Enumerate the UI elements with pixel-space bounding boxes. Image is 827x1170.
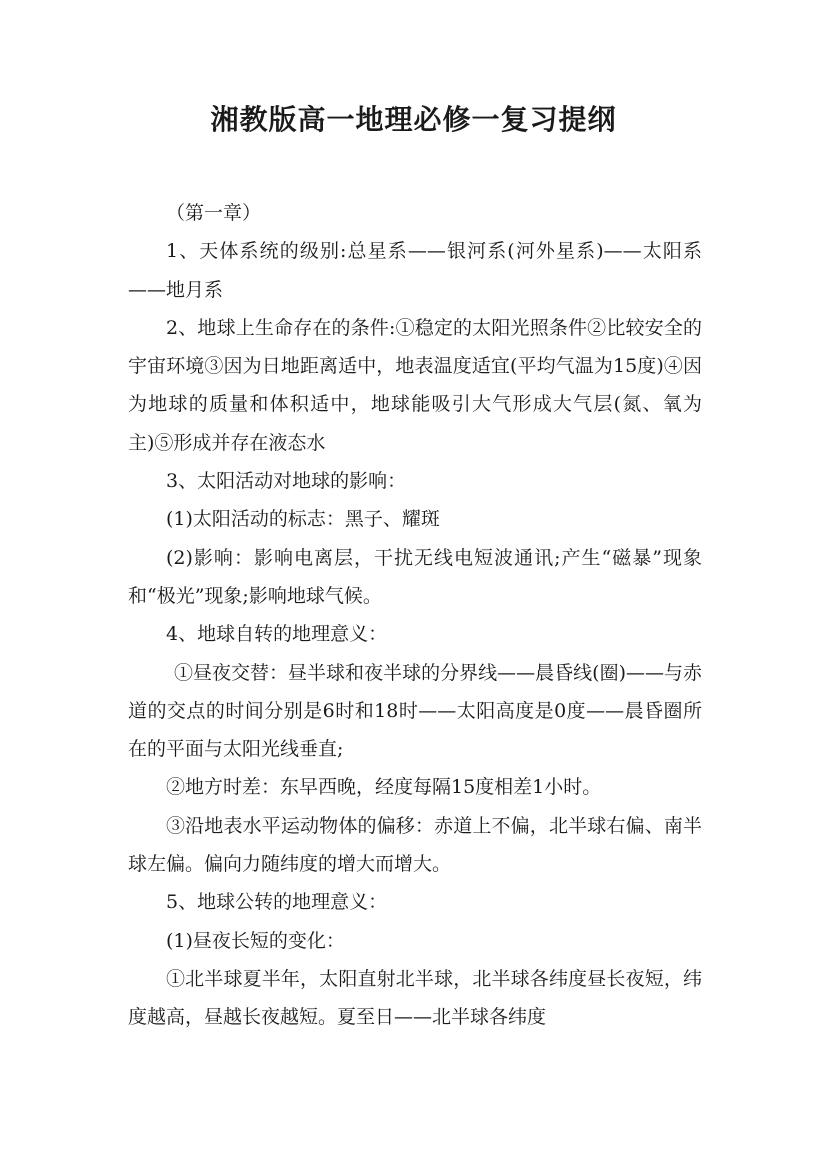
paragraph-day-length-heading: (1)昼夜长短的变化： (166, 929, 345, 952)
paragraph-local-time: ②地方时差：东早西晚，经度每隔15度相差1小时。 (166, 776, 602, 799)
paragraph-deflection: ③沿地表水平运动物体的偏移：赤道上不偏，北半球右偏、南半球左偏。偏向力随纬度的增大而增大。 (128, 814, 702, 876)
paragraph-solar-activity-signs: (1)太阳活动的标志：黑子、耀斑 (166, 508, 440, 531)
chapter-heading: （第一章） (166, 202, 262, 224)
document-body (128, 194, 702, 1037)
paragraph-day-night: ①昼夜交替：昼半球和夜半球的分界线——晨昏线(圈)——与赤道的交点的时间分别是6时和18时——太阳高度是0度——晨昏圈所在的平面与太阳光线垂直; (128, 661, 702, 761)
paragraph-rotation-heading: 4、地球自转的地理意义： (166, 623, 388, 646)
paragraph-solar-activity-heading: 3、太阳活动对地球的影响： (166, 470, 407, 493)
paragraph-revolution-heading: 5、地球公转的地理意义： (166, 891, 388, 914)
paragraph-northern-summer: ①北半球夏半年，太阳直射北半球，北半球各纬度昼长夜短，纬度越高，昼越长夜越短。夏至日——北半球各纬度 (128, 967, 702, 1029)
document-title: 湘教版高一地理必修一复习提纲 (210, 103, 617, 136)
paragraph-life-conditions: 2、地球上生命存在的条件:①稳定的太阳光照条件②比较安全的宇宙环境③因为日地距离适中，地表温度适宜(平均气温为15度)④因为地球的质量和体积适中，地球能吸引大气形成大气层(氮、氧为主)⑤形成并存在液态水 (128, 316, 702, 454)
paragraph-celestial-systems: 1、天体系统的级别:总星系——银河系(河外星系)——太阳系——地月系 (128, 240, 702, 301)
paragraph-solar-activity-effects: (2)影响：影响电离层，干扰无线电短波通讯;产生“磁暴”现象和“极光”现象;影响地球气候。 (128, 546, 702, 607)
